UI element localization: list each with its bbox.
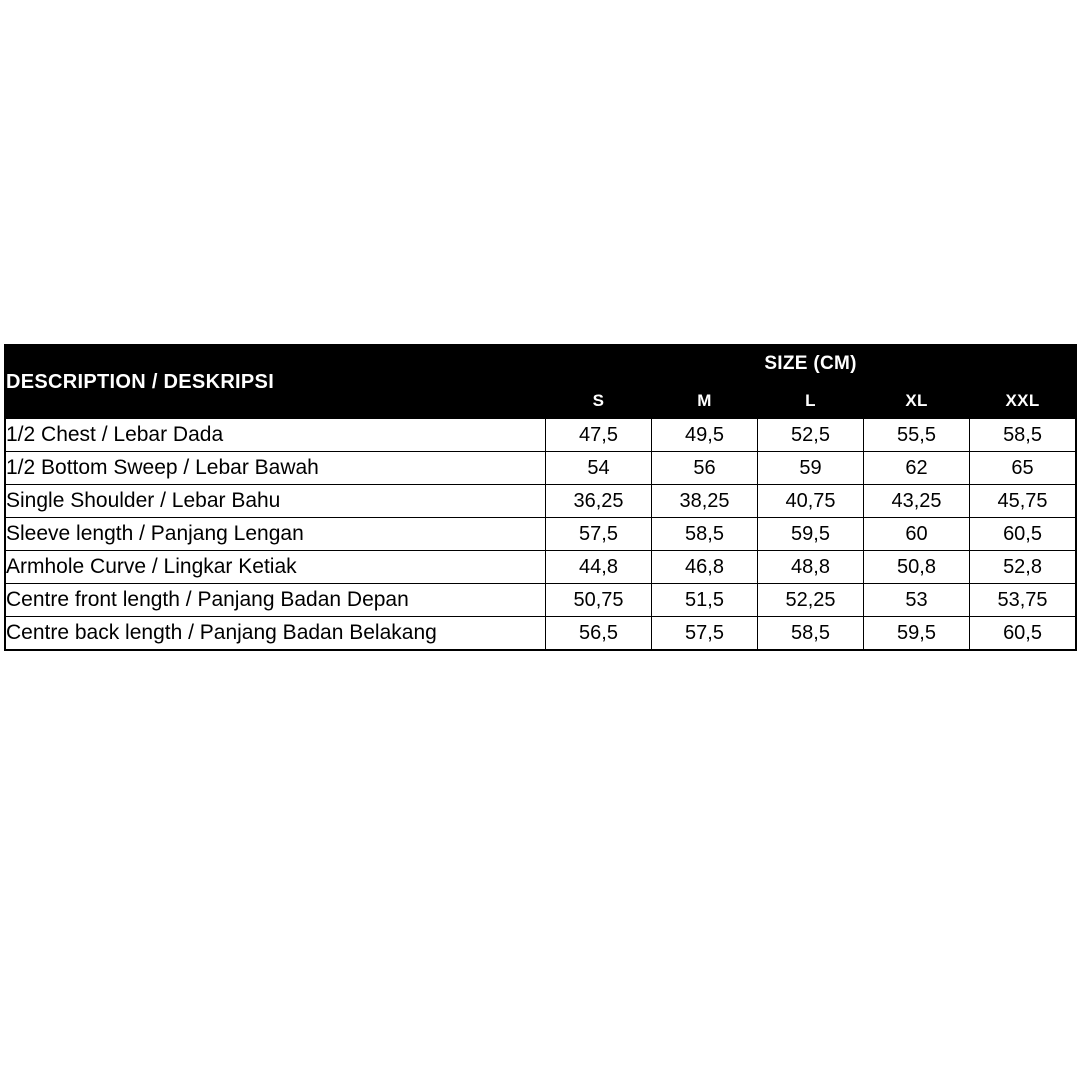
row-value-s: 47,5	[546, 419, 652, 452]
row-value-m: 38,25	[652, 485, 758, 518]
table-header	[6, 346, 1076, 419]
header-size-group: SIZE (CM)	[546, 346, 1076, 384]
header-size-s: S	[546, 383, 652, 419]
row-value-m: 46,8	[652, 551, 758, 584]
row-value-l: 48,8	[758, 551, 864, 584]
row-description: Sleeve length / Panjang Lengan	[6, 518, 546, 551]
row-value-m: 58,5	[652, 518, 758, 551]
row-value-xl: 43,25	[864, 485, 970, 518]
table-body	[6, 419, 1076, 650]
header-size-xxl: XXL	[970, 383, 1076, 419]
row-value-m: 51,5	[652, 584, 758, 617]
table-row	[6, 419, 1076, 452]
row-description: Armhole Curve / Lingkar Ketiak	[6, 551, 546, 584]
table-row	[6, 485, 1076, 518]
row-value-m: 56	[652, 452, 758, 485]
row-value-xxl: 58,5	[970, 419, 1076, 452]
row-value-m: 57,5	[652, 617, 758, 650]
row-value-l: 52,5	[758, 419, 864, 452]
row-description: 1/2 Bottom Sweep / Lebar Bawah	[6, 452, 546, 485]
row-value-m: 49,5	[652, 419, 758, 452]
size-chart-table	[5, 345, 1076, 650]
row-value-s: 36,25	[546, 485, 652, 518]
row-value-l: 58,5	[758, 617, 864, 650]
table-row	[6, 551, 1076, 584]
row-value-s: 57,5	[546, 518, 652, 551]
header-row-top	[6, 346, 1076, 384]
row-value-xl: 60	[864, 518, 970, 551]
row-value-xl: 50,8	[864, 551, 970, 584]
header-size-xl: XL	[864, 383, 970, 419]
row-value-s: 54	[546, 452, 652, 485]
row-value-xxl: 53,75	[970, 584, 1076, 617]
row-value-l: 59	[758, 452, 864, 485]
row-description: Centre front length / Panjang Badan Depan	[6, 584, 546, 617]
table-row	[6, 584, 1076, 617]
header-description: DESCRIPTION / DESKRIPSI	[6, 346, 546, 419]
table-row	[6, 617, 1076, 650]
row-description: Centre back length / Panjang Badan Belakang	[6, 617, 546, 650]
row-value-l: 52,25	[758, 584, 864, 617]
row-value-xxl: 60,5	[970, 518, 1076, 551]
row-description: Single Shoulder / Lebar Bahu	[6, 485, 546, 518]
size-chart-panel	[4, 344, 1077, 651]
table-row	[6, 452, 1076, 485]
row-value-xl: 53	[864, 584, 970, 617]
row-value-l: 40,75	[758, 485, 864, 518]
row-value-xxl: 65	[970, 452, 1076, 485]
row-value-xxl: 52,8	[970, 551, 1076, 584]
row-value-xxl: 60,5	[970, 617, 1076, 650]
row-value-xl: 55,5	[864, 419, 970, 452]
table-row	[6, 518, 1076, 551]
row-value-s: 50,75	[546, 584, 652, 617]
row-value-l: 59,5	[758, 518, 864, 551]
header-size-m: M	[652, 383, 758, 419]
row-value-s: 44,8	[546, 551, 652, 584]
header-size-l: L	[758, 383, 864, 419]
row-value-xl: 59,5	[864, 617, 970, 650]
row-description: 1/2 Chest / Lebar Dada	[6, 419, 546, 452]
row-value-xxl: 45,75	[970, 485, 1076, 518]
row-value-s: 56,5	[546, 617, 652, 650]
row-value-xl: 62	[864, 452, 970, 485]
